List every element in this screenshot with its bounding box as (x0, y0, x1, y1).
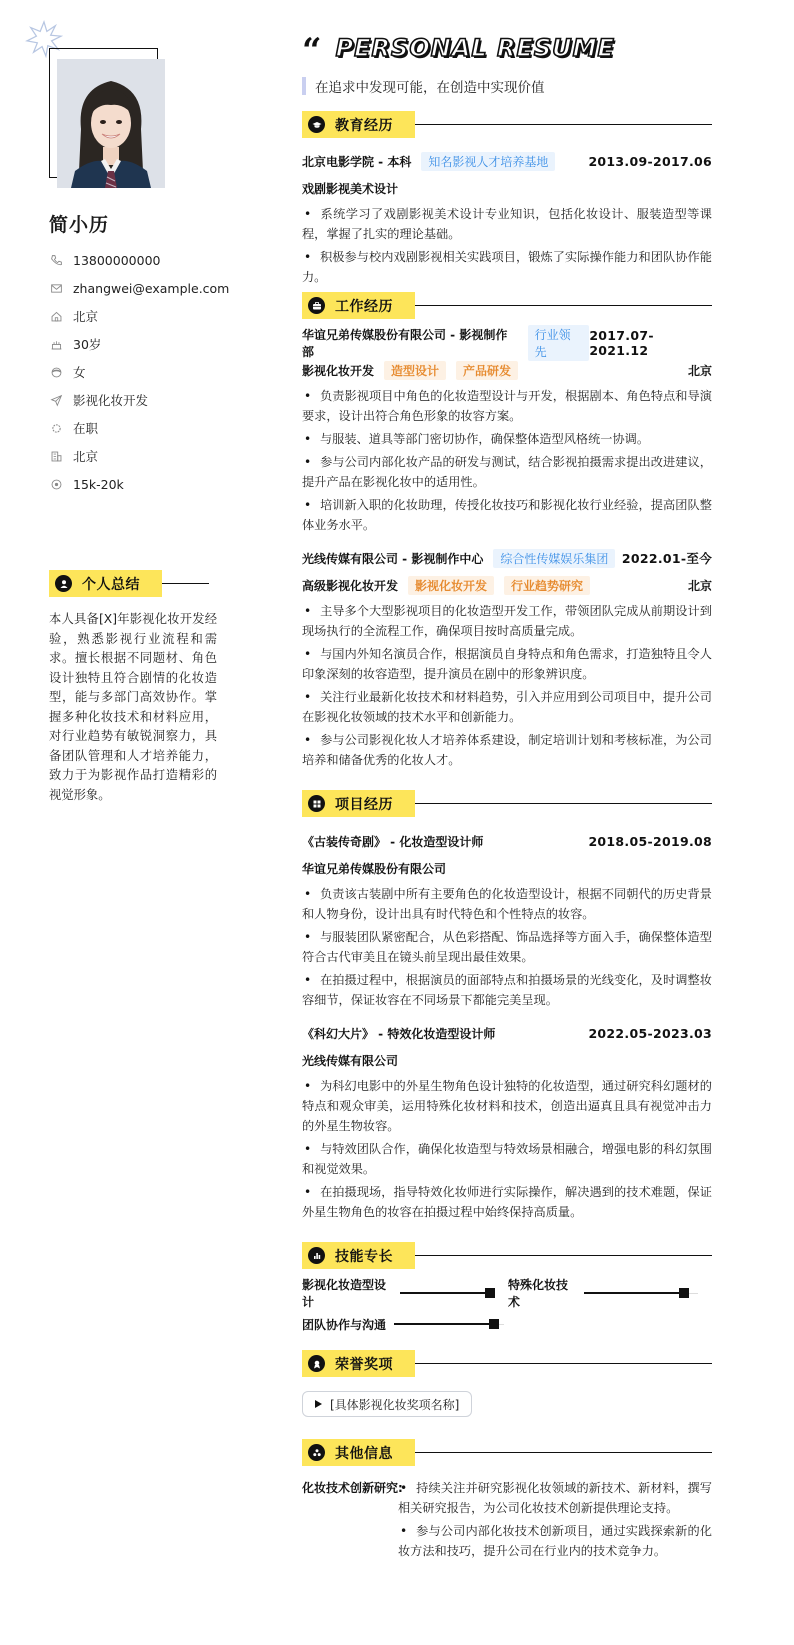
work-heading-pill (302, 292, 415, 319)
salary-icon (49, 477, 63, 491)
awards-title: 荣誉奖项 (335, 1356, 393, 1373)
company-tag: 行业领先 (528, 325, 590, 361)
awards-heading-pill (302, 1350, 415, 1377)
project-name: 《古装传奇剧》 - 化妆造型设计师 (302, 834, 484, 849)
send-icon (49, 393, 63, 407)
skill-item (302, 1316, 504, 1333)
education-title: 教育经历 (335, 117, 393, 134)
contact-address-value: 北京 (73, 309, 99, 324)
project-entry (302, 831, 712, 1010)
home-icon (49, 309, 63, 323)
awards-heading (302, 1350, 712, 1377)
project-date: 2022.05-2023.03 (588, 1025, 712, 1041)
contact-status (49, 414, 229, 442)
play-triangle-icon (315, 1400, 322, 1408)
work-bullets (302, 386, 712, 535)
education-major (302, 178, 712, 198)
bullet-item: • 在拍摄现场，指导特效化妆师进行实际操作，解决遇到的技术难题，保证外星生物角色的妆容在拍摄过程中始终保持高质量。 (302, 1182, 712, 1222)
work-role-row (302, 575, 712, 595)
project-company: 光线传媒有限公司 (302, 1053, 399, 1068)
work-entry (302, 328, 712, 535)
bullet-item: • 参与公司影视化妆人才培养体系建设，制定培训计划和考核标准，为公司培养和储备优秀的化妆人才。 (302, 730, 712, 770)
user-icon (55, 575, 72, 592)
work-bullets (302, 601, 712, 770)
bullet-item: • 负责影视项目中角色的化妆造型设计与开发，根据剧本、角色特点和导演要求，设计出符合角色形象的妆容方案。 (302, 386, 712, 426)
project-company-row (302, 1050, 712, 1070)
work-heading (302, 292, 712, 319)
skills-title: 技能专长 (335, 1248, 393, 1265)
skill-level-bar (394, 1319, 504, 1329)
other-info-label: 化妆技术创新研究: (302, 1481, 403, 1495)
award-name: [具体影视化妆奖项名称] (330, 1397, 460, 1412)
other-info-row (302, 1478, 712, 1564)
briefcase-icon (308, 297, 325, 314)
tagline-row (302, 76, 545, 96)
resume-title-row (302, 28, 615, 71)
candidate-name: 简小历 (49, 214, 110, 236)
graduation-cap-icon (308, 116, 325, 133)
role-tag: 行业趋势研究 (504, 576, 590, 595)
other-heading-pill (302, 1439, 415, 1466)
project-date: 2018.05-2019.08 (588, 833, 712, 849)
heading-divider (415, 1255, 712, 1257)
skill-label: 影视化妆造型设计 (302, 1278, 387, 1309)
contact-job-target (49, 386, 229, 414)
bar-chart-icon (308, 1247, 325, 1264)
bullet-item: • 关注行业最新化妆技术和材料趋势，引入并应用到公司项目中，提升公司在影视化妆领域的技术水平和创新能力。 (302, 687, 712, 727)
bullet-item: • 负责该古装剧中所有主要角色的化妆造型设计，根据不同朝代的历史背景和人物身份，设计出具有时代特色和个性特点的妆容。 (302, 884, 712, 924)
contact-address (49, 302, 229, 330)
contact-gender-value: 女 (73, 365, 86, 380)
summary-heading-pill (49, 570, 162, 597)
contact-job-target-value: 影视化妆开发 (73, 393, 149, 408)
project-name: 《科幻大片》 - 特效化妆造型设计师 (302, 1026, 496, 1041)
company-name: 华谊兄弟传媒股份有限公司 - 影视制作部 (302, 328, 508, 359)
project-company: 华谊兄弟传媒股份有限公司 (302, 861, 447, 876)
contact-phone-value: 13800000000 (73, 252, 161, 268)
cake-icon (49, 337, 63, 351)
contact-email (49, 274, 229, 302)
work-role-row (302, 360, 712, 380)
work-location: 北京 (687, 578, 712, 593)
resume-title: PERSONAL RESUME (335, 34, 615, 62)
project-entry (302, 1023, 712, 1222)
gender-icon (49, 365, 63, 379)
projects-title: 项目经历 (335, 796, 393, 813)
projects-heading-pill (302, 790, 415, 817)
project-bullets (302, 884, 712, 1010)
education-heading-pill (302, 111, 415, 138)
bullet-item: • 培训新入职的化妆助理，传授化妆技巧和影视化妆行业经验，提高团队整体业务水平。 (302, 495, 712, 535)
skill-level-bar (584, 1288, 698, 1298)
contact-phone (49, 246, 229, 274)
education-bullets (302, 204, 712, 287)
school-tag: 知名影视人才培养基地 (421, 152, 555, 171)
contact-email-value: zhangwei@example.com (73, 280, 230, 296)
avatar-photo (57, 59, 165, 188)
summary-text: 本人具备[X]年影视化妆开发经验，熟悉影视行业流程和需求。擅长根据不同题材、角色设计独特且符合剧情的化妆造型，能与多部门高效协作。掌握多种化妆技术和材料应用，对行业趋势有敏锐洞察力，具备团队管理和人才培养能力，致力于为影视作品打造精彩的视觉形象。 (49, 612, 217, 802)
education-heading (302, 111, 712, 138)
award-item-toggle[interactable] (302, 1391, 472, 1417)
company-name: 光线传媒有限公司 - 影视制作中心 (302, 551, 484, 566)
education-entry (302, 151, 712, 287)
work-location: 北京 (687, 363, 712, 378)
phone-icon (49, 253, 63, 267)
skills-list (302, 1278, 712, 1334)
skill-label: 特殊化妆技术 (507, 1278, 568, 1309)
skill-level-bar (400, 1288, 494, 1298)
bullet-item: • 持续关注并研究影视化妆领域的新技术、新材料，撰写相关研究报告，为公司化妆技术创新提供理论支持。 (398, 1478, 712, 1518)
left-column (0, 0, 250, 1645)
role-title: 影视化妆开发 (302, 363, 375, 378)
bullet-item: • 参与公司内部化妆产品的研发与测试，结合影视拍摄需求提出改进建议，提升产品在影视化妆中的适用性。 (302, 452, 712, 492)
school-name: 北京电影学院 - 本科 (302, 154, 412, 169)
major-name: 戏剧影视美术设计 (302, 181, 399, 196)
mail-icon (49, 281, 63, 295)
education-entry-header (302, 151, 712, 171)
heading-divider (415, 1363, 712, 1365)
project-company-row (302, 858, 712, 878)
tagline: 在追求中发现可能，在创造中实现价值 (315, 80, 545, 96)
role-tag: 造型设计 (384, 361, 446, 380)
award-icon (308, 1355, 325, 1372)
bullet-item: • 为科幻电影中的外星生物角色设计独特的化妆造型，通过研究科幻题材的特点和观众审美，运用特殊化妆材料和技术，创造出逼真且具有视觉冲击力的外星生物妆容。 (302, 1076, 712, 1136)
work-section (302, 292, 712, 773)
work-date: 2022.01-至今 (621, 551, 712, 566)
skills-heading-pill (302, 1242, 415, 1269)
tagline-accent-bar (302, 77, 306, 95)
company-tag: 综合性传媒娱乐集团 (493, 549, 615, 568)
contact-age-value: 30岁 (73, 337, 102, 352)
bullet-item: • 在拍摄过程中，根据演员的面部特点和拍摄场景的光线变化，及时调整妆容细节，保证妆容在不同场景下都能完美呈现。 (302, 970, 712, 1010)
contact-salary-value: 15k-20k (73, 476, 124, 492)
heading-divider (415, 1452, 712, 1454)
work-date: 2017.07-2021.12 (589, 328, 654, 358)
skills-section (302, 1242, 712, 1345)
projects-section (302, 790, 712, 1225)
bullet-item: • 与特效团队合作，确保化妆造型与特效场景相融合，增强电影的科幻氛围和视觉效果。 (302, 1139, 712, 1179)
role-title: 高级影视化妆开发 (302, 578, 399, 593)
bullet-item: • 与国内外知名演员合作，根据演员自身特点和角色需求，打造独特且令人印象深刻的妆容造型，提升演员在剧中的形象辨识度。 (302, 644, 712, 684)
heading-divider (415, 305, 712, 307)
bullet-item: • 参与公司内部化妆技术创新项目，通过实践探索新的化妆方法和技巧，提升公司在行业内的技术竞争力。 (398, 1521, 712, 1561)
skill-item (508, 1276, 698, 1310)
skills-heading (302, 1242, 712, 1269)
other-section (302, 1439, 712, 1564)
contact-salary (49, 470, 229, 498)
contact-gender (49, 358, 229, 386)
bullet-item: • 积极参与校内戏剧影视相关实践项目，锻炼了实际操作能力和团队协作能力。 (302, 247, 712, 287)
summary-heading (49, 570, 209, 597)
heading-divider (415, 124, 712, 126)
bullet-item: • 与服装、道具等部门密切协作，确保整体造型风格统一协调。 (302, 429, 712, 449)
contact-work-city (49, 442, 229, 470)
bullet-item: • 系统学习了戏剧影视美术设计专业知识，包括化妆设计、服装造型等课程，掌握了扎实的理论基础。 (302, 204, 712, 244)
contact-work-city-value: 北京 (73, 449, 99, 464)
work-entry-header (302, 328, 712, 359)
project-entry-header (302, 1023, 712, 1043)
building-icon (49, 449, 63, 463)
awards-section (302, 1350, 712, 1417)
heading-divider (415, 803, 712, 805)
quote-mark-icon: “ (302, 31, 322, 71)
role-tag: 产品研发 (456, 361, 518, 380)
role-tag: 影视化妆开发 (408, 576, 494, 595)
skill-label: 团队协作与沟通 (302, 1317, 387, 1332)
education-section (302, 111, 712, 290)
other-info-bullets (398, 1478, 712, 1564)
work-entry (302, 548, 712, 770)
projects-heading (302, 790, 712, 817)
work-entry-header (302, 548, 712, 568)
other-heading (302, 1439, 712, 1466)
contact-list (49, 246, 229, 498)
project-bullets (302, 1076, 712, 1222)
contact-status-value: 在职 (73, 421, 99, 436)
skill-item (302, 1276, 494, 1310)
summary-title: 个人总结 (82, 576, 140, 593)
contact-age (49, 330, 229, 358)
bullet-item: • 主导多个大型影视项目的化妆造型开发工作，带领团队完成从前期设计到现场执行的全流程工作，确保项目按时高质量完成。 (302, 601, 712, 641)
education-date: 2013.09-2017.06 (588, 153, 712, 169)
other-title: 其他信息 (335, 1445, 393, 1462)
info-icon (308, 1444, 325, 1461)
heading-divider (162, 583, 209, 585)
project-entry-header (302, 831, 712, 851)
bullet-item: • 与服装团队紧密配合，从色彩搭配、饰品选择等方面入手，确保整体造型符合古代审美且在镜头前呈现出最佳效果。 (302, 927, 712, 967)
work-title: 工作经历 (335, 298, 393, 315)
status-icon (49, 421, 63, 435)
grid-icon (308, 795, 325, 812)
